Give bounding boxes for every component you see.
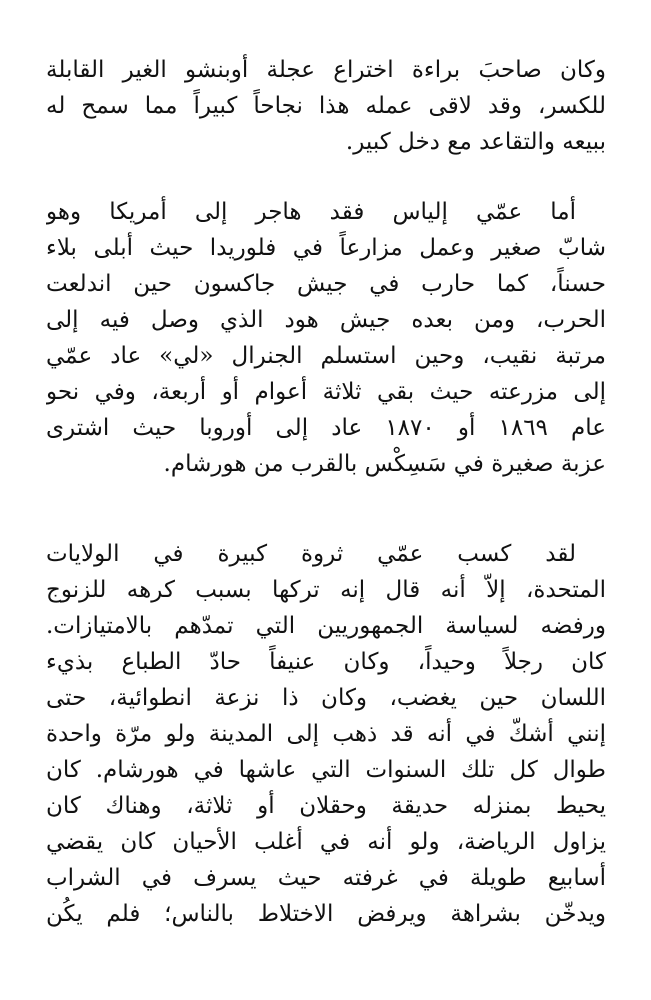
- book-page: [46, 0, 606, 1000]
- paragraph-2: [46, 194, 606, 482]
- text-line: للكسر، وقد لاقى عمله هذا نجاحاً كبيراً مما سمح له: [46, 93, 606, 119]
- text-line: اللسان حين يغضب، وكان ذا نزعة انطوائية، حتى: [46, 685, 606, 711]
- text-line: أسابيع طويلة في غرفته حيث يسرف في الشراب: [46, 865, 606, 891]
- paragraph-1: [46, 52, 606, 160]
- paragraph-3: [46, 536, 606, 932]
- text-line: ببيعه والتقاعد مع دخل كبير.: [345, 129, 606, 155]
- text-line: عزبة صغيرة في سَسِكْس بالقرب من هورشام.: [163, 451, 606, 477]
- text-line: أما عمّي إلياس فقد هاجر إلى أمريكا وهو: [46, 199, 576, 225]
- text-line: المتحدة، إلاّ أنه قال إنه تركها بسبب كرهه للزنوج: [46, 577, 606, 603]
- text-line: حسناً، كما حارب في جيش جاكسون حين اندلعت: [46, 271, 606, 297]
- text-line: ورفضه لسياسة الجمهوريين التي تمدّهم بالامتيازات.: [46, 613, 606, 639]
- text-line: يزاول الرياضة، ولو أنه في أغلب الأحيان كان يقضي: [46, 829, 606, 855]
- text-line: ويدخّن بشراهة ويرفض الاختلاط بالناس؛ فلم يكُن: [46, 901, 606, 927]
- text-line: وكان صاحبَ براءة اختراع عجلة أوبنشو الغير القابلة: [46, 57, 606, 83]
- text-line: شابّ صغير وعمل مزارعاً في فلوريدا حيث أبلى بلاء: [46, 235, 606, 261]
- text-line: إنني أشكّ في أنه قد ذهب إلى المدينة ولو مرّة واحدة: [46, 721, 606, 747]
- text-line: طوال كل تلك السنوات التي عاشها في هورشام. كان: [46, 757, 606, 783]
- text-line: كان رجلاً وحيداً، وكان عنيفاً حادّ الطباع بذيء: [46, 649, 606, 675]
- text-line: عام ١٨٦٩ أو ١٨٧٠ عاد إلى أوروبا حيث اشترى: [46, 415, 606, 441]
- text-line: يحيط بمنزله حديقة وحقلان أو ثلاثة، وهناك كان: [46, 793, 606, 819]
- text-line: إلى مزرعته حيث بقي ثلاثة أعوام أو أربعة، وفي نحو: [46, 379, 606, 405]
- text-line: مرتبة نقيب، وحين استسلم الجنرال «لي» عاد عمّي: [46, 343, 606, 369]
- text-line: الحرب، ومن بعده جيش هود الذي وصل فيه إلى: [46, 307, 606, 333]
- text-line: لقد كسب عمّي ثروة كبيرة في الولايات: [46, 541, 576, 567]
